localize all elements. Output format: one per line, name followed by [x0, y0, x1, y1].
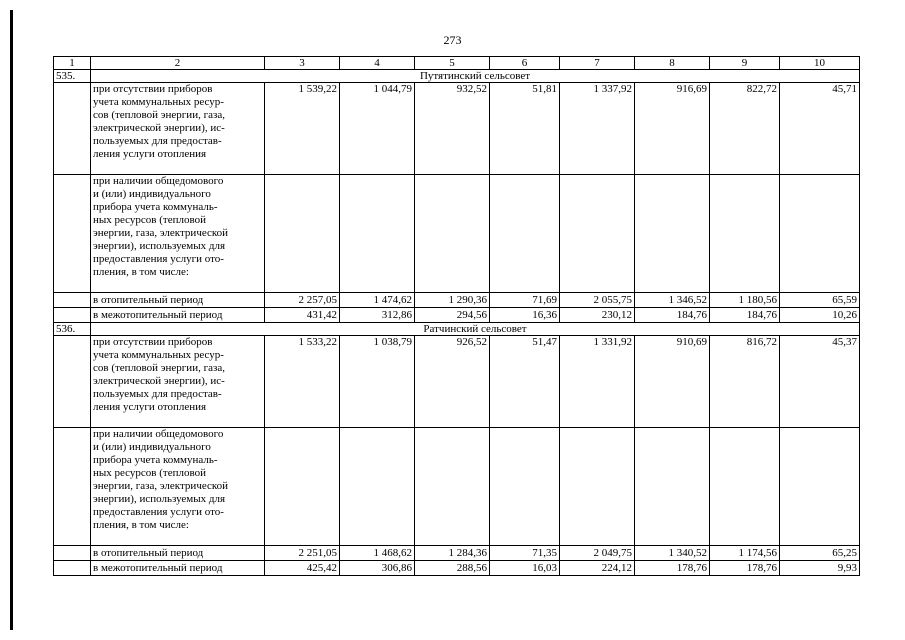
description-line: и (или) индивидуального [93, 188, 211, 200]
value-cell-col-6: 71,69 [490, 293, 560, 308]
section-header-row [54, 70, 860, 83]
number-cell [54, 428, 91, 546]
value-cell-col-10: 45,37 [780, 336, 860, 428]
value-cell-col-4: 306,86 [340, 561, 415, 576]
description-line: энергии), используемых для [93, 493, 226, 505]
binding-margin-line [10, 10, 13, 630]
table-row [54, 83, 860, 175]
value-cell-col-5: 288,56 [415, 561, 490, 576]
section-number: 535. [54, 70, 91, 83]
value-cell-col-6: 16,36 [490, 308, 560, 323]
table-row [54, 561, 860, 576]
table-row [54, 428, 860, 546]
value-cell-col-8: 1 340,52 [635, 546, 710, 561]
value-cell-col-6 [490, 428, 560, 546]
number-cell [54, 293, 91, 308]
value-cell-col-10 [780, 428, 860, 546]
value-cell-col-10: 10,26 [780, 308, 860, 323]
description-line: предоставления услуги ото- [93, 253, 224, 265]
value-cell-col-7: 1 337,92 [560, 83, 635, 175]
column-header: 3 [265, 57, 340, 70]
value-cell-col-7: 2 049,75 [560, 546, 635, 561]
section-number: 536. [54, 323, 91, 336]
value-cell-col-9: 822,72 [710, 83, 780, 175]
value-cell-col-5: 1 290,36 [415, 293, 490, 308]
description-line: учета коммунальных ресур- [93, 349, 224, 361]
column-header: 10 [780, 57, 860, 70]
description-line: сов (тепловой энергии, газа, [93, 362, 225, 374]
value-cell-col-8: 1 346,52 [635, 293, 710, 308]
value-cell-col-6: 51,47 [490, 336, 560, 428]
value-cell-col-5: 932,52 [415, 83, 490, 175]
value-cell-col-8: 184,76 [635, 308, 710, 323]
table-row [54, 175, 860, 293]
description-line: ных ресурсов (тепловой [93, 214, 206, 226]
description-line: в отопительный период [93, 547, 204, 559]
description-line: ления услуги отопления [93, 401, 207, 413]
value-cell-col-4 [340, 428, 415, 546]
value-cell-col-3: 1 533,22 [265, 336, 340, 428]
section-name: Путятинский сельсовет [91, 70, 860, 83]
value-cell-col-5: 294,56 [415, 308, 490, 323]
value-cell-col-4: 312,86 [340, 308, 415, 323]
header-row [54, 57, 860, 70]
value-cell-col-4: 1 038,79 [340, 336, 415, 428]
page-number: 273 [443, 33, 462, 47]
table-row [54, 546, 860, 561]
description-line: пользуемых для предостав- [93, 135, 222, 147]
column-header: 8 [635, 57, 710, 70]
value-cell-col-8: 178,76 [635, 561, 710, 576]
value-cell-col-3: 425,42 [265, 561, 340, 576]
value-cell-col-8 [635, 175, 710, 293]
value-cell-col-10 [780, 175, 860, 293]
column-header: 1 [54, 57, 91, 70]
table-row [54, 336, 860, 428]
description-line: электрической энергии), ис- [93, 375, 225, 387]
value-cell-col-7 [560, 175, 635, 293]
row-description [91, 83, 265, 175]
description-line: энергии, газа, электрической [93, 480, 229, 492]
description-line: энергии, газа, электрической [93, 227, 229, 239]
value-cell-col-3 [265, 428, 340, 546]
value-cell-col-5 [415, 175, 490, 293]
description-line: прибора учета коммуналь- [93, 201, 218, 213]
value-cell-col-7 [560, 428, 635, 546]
row-description [91, 175, 265, 293]
column-header: 5 [415, 57, 490, 70]
description-line: и (или) индивидуального [93, 441, 211, 453]
value-cell-col-7: 230,12 [560, 308, 635, 323]
value-cell-col-3: 431,42 [265, 308, 340, 323]
column-header: 9 [710, 57, 780, 70]
value-cell-col-6: 51,81 [490, 83, 560, 175]
value-cell-col-3: 2 251,05 [265, 546, 340, 561]
value-cell-col-8: 910,69 [635, 336, 710, 428]
number-cell [54, 308, 91, 323]
value-cell-col-7: 224,12 [560, 561, 635, 576]
tariff-table [53, 56, 860, 576]
description-line: в отопительный период [93, 294, 204, 306]
value-cell-col-8 [635, 428, 710, 546]
value-cell-col-10: 45,71 [780, 83, 860, 175]
value-cell-col-5: 926,52 [415, 336, 490, 428]
description-line: прибора учета коммуналь- [93, 454, 218, 466]
value-cell-col-9: 184,76 [710, 308, 780, 323]
value-cell-col-5: 1 284,36 [415, 546, 490, 561]
value-cell-col-6: 16,03 [490, 561, 560, 576]
number-cell [54, 175, 91, 293]
value-cell-col-7: 2 055,75 [560, 293, 635, 308]
number-cell [54, 336, 91, 428]
value-cell-col-9: 1 180,56 [710, 293, 780, 308]
row-description [91, 308, 265, 323]
description-line: электрической энергии), ис- [93, 122, 225, 134]
value-cell-col-7: 1 331,92 [560, 336, 635, 428]
description-line: ления услуги отопления [93, 148, 207, 160]
table-body [54, 57, 860, 576]
value-cell-col-5 [415, 428, 490, 546]
value-cell-col-9: 816,72 [710, 336, 780, 428]
column-header: 4 [340, 57, 415, 70]
description-line: сов (тепловой энергии, газа, [93, 109, 225, 121]
value-cell-col-9 [710, 175, 780, 293]
value-cell-col-4 [340, 175, 415, 293]
row-description [91, 428, 265, 546]
value-cell-col-4: 1 474,62 [340, 293, 415, 308]
value-cell-col-10: 65,59 [780, 293, 860, 308]
value-cell-col-10: 65,25 [780, 546, 860, 561]
value-cell-col-4: 1 468,62 [340, 546, 415, 561]
description-line: в межотопительный период [93, 562, 223, 574]
value-cell-col-8: 916,69 [635, 83, 710, 175]
number-cell [54, 83, 91, 175]
table-row [54, 293, 860, 308]
number-cell [54, 561, 91, 576]
row-description [91, 293, 265, 308]
column-header: 7 [560, 57, 635, 70]
value-cell-col-9 [710, 428, 780, 546]
value-cell-col-9: 1 174,56 [710, 546, 780, 561]
value-cell-col-6 [490, 175, 560, 293]
value-cell-col-3 [265, 175, 340, 293]
description-line: ных ресурсов (тепловой [93, 467, 206, 479]
description-line: предоставления услуги ото- [93, 506, 224, 518]
description-line: пления, в том числе: [93, 266, 189, 278]
value-cell-col-6: 71,35 [490, 546, 560, 561]
description-line: при отсутствии приборов [93, 83, 213, 95]
description-line: энергии), используемых для [93, 240, 226, 252]
value-cell-col-3: 2 257,05 [265, 293, 340, 308]
row-description [91, 561, 265, 576]
value-cell-col-4: 1 044,79 [340, 83, 415, 175]
column-header: 6 [490, 57, 560, 70]
row-description [91, 546, 265, 561]
value-cell-col-3: 1 539,22 [265, 83, 340, 175]
description-line: пления, в том числе: [93, 519, 189, 531]
description-line: в межотопительный период [93, 309, 223, 321]
description-line: при отсутствии приборов [93, 336, 213, 348]
column-header: 2 [91, 57, 265, 70]
section-name: Ратчинский сельсовет [91, 323, 860, 336]
section-header-row [54, 323, 860, 336]
description-line: пользуемых для предостав- [93, 388, 222, 400]
description-line: учета коммунальных ресур- [93, 96, 224, 108]
table-row [54, 308, 860, 323]
value-cell-col-10: 9,93 [780, 561, 860, 576]
description-line: при наличии общедомового [93, 175, 224, 187]
value-cell-col-9: 178,76 [710, 561, 780, 576]
row-description [91, 336, 265, 428]
number-cell [54, 546, 91, 561]
description-line: при наличии общедомового [93, 428, 224, 440]
